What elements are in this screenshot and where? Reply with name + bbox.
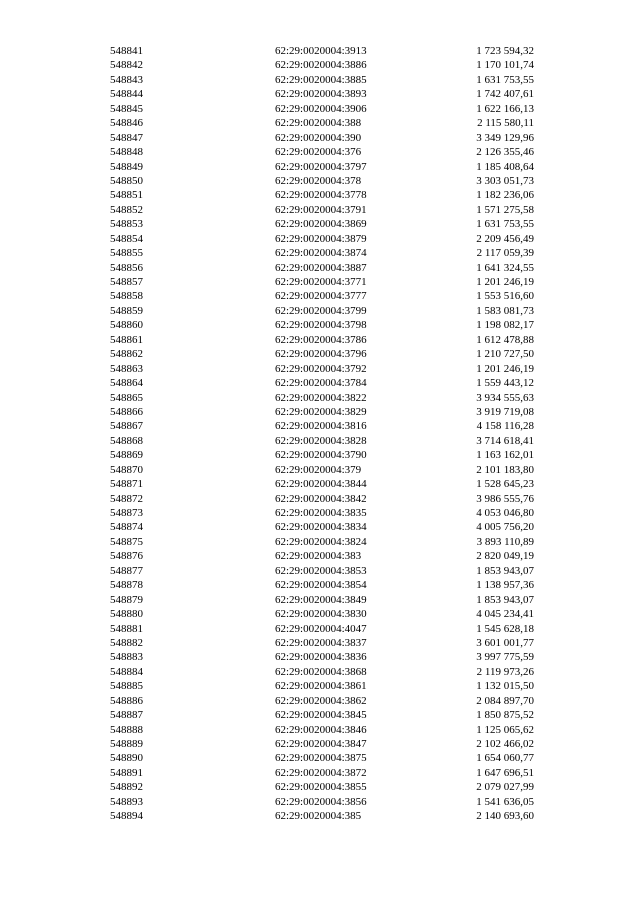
cadastral-value: 1 185 408,64	[476, 160, 534, 173]
cadastral-value: 1 138 957,36	[476, 579, 534, 592]
cadastral-value: 3 919 719,08	[476, 405, 534, 418]
table-row	[0, 665, 640, 679]
row-number: 548848	[110, 146, 143, 159]
cadastral-value: 3 934 555,63	[476, 391, 534, 404]
table-row	[0, 622, 640, 636]
cadastral-value: 2 115 580,11	[477, 117, 534, 130]
row-number: 548872	[110, 492, 143, 505]
table-row	[0, 607, 640, 621]
cadastral-value: 2 079 027,99	[476, 781, 534, 794]
table-row	[0, 564, 640, 578]
cadastral-value: 1 742 407,61	[476, 88, 534, 101]
row-number: 548841	[110, 45, 143, 57]
cadastral-number: 62:29:0020004:376	[275, 146, 362, 159]
row-number: 548877	[110, 564, 143, 577]
table-row	[0, 160, 640, 174]
cadastral-value: 1 553 516,60	[476, 290, 534, 303]
table-row	[0, 145, 640, 159]
cadastral-value: 2 102 466,02	[476, 738, 534, 750]
table-row	[0, 434, 640, 448]
row-number: 548870	[110, 463, 143, 476]
table-row	[0, 362, 640, 376]
cadastral-number: 62:29:0020004:3828	[275, 434, 367, 447]
cadastral-value: 4 045 234,41	[476, 608, 534, 621]
table-row	[0, 650, 640, 664]
cadastral-number: 62:29:0020004:3861	[275, 680, 367, 693]
table-row	[0, 405, 640, 419]
cadastral-number: 62:29:0020004:3834	[275, 521, 367, 534]
cadastral-number: 62:29:0020004:3835	[275, 507, 367, 519]
table-row	[0, 275, 640, 289]
table-row	[0, 737, 640, 751]
cadastral-value: 1 559 443,12	[476, 377, 534, 390]
cadastral-number: 62:29:0020004:3836	[275, 651, 367, 664]
row-number: 548885	[110, 680, 143, 693]
cadastral-number: 62:29:0020004:3872	[275, 766, 367, 779]
row-number: 548842	[110, 59, 143, 72]
table-row	[0, 73, 640, 87]
row-number: 548847	[110, 131, 143, 144]
row-number: 548857	[110, 276, 143, 288]
table-row	[0, 232, 640, 246]
table-row	[0, 549, 640, 563]
cadastral-number: 62:29:0020004:3786	[275, 333, 367, 346]
row-number: 548856	[110, 261, 143, 274]
cadastral-value: 1 583 081,73	[476, 304, 534, 317]
cadastral-number: 62:29:0020004:3913	[275, 45, 367, 57]
cadastral-number: 62:29:0020004:3906	[275, 102, 367, 115]
cadastral-value: 1 201 246,19	[476, 362, 534, 375]
cadastral-number: 62:29:0020004:3790	[275, 449, 367, 462]
table-row	[0, 520, 640, 534]
cadastral-number: 62:29:0020004:3847	[275, 738, 367, 750]
cadastral-number: 62:29:0020004:3777	[275, 290, 367, 303]
row-number: 548882	[110, 636, 143, 649]
cadastral-number: 62:29:0020004:3856	[275, 795, 367, 808]
row-number: 548873	[110, 507, 143, 519]
table-row	[0, 679, 640, 693]
table-row	[0, 535, 640, 549]
cadastral-value: 1 631 753,55	[476, 218, 534, 231]
cadastral-value: 3 714 618,41	[476, 434, 534, 447]
cadastral-number: 62:29:0020004:3875	[275, 752, 367, 765]
cadastral-value: 1 201 246,19	[476, 276, 534, 288]
row-number: 548893	[110, 795, 143, 808]
table-row	[0, 44, 640, 58]
table-row	[0, 333, 640, 347]
row-number: 548862	[110, 348, 143, 361]
cadastral-number: 62:29:0020004:3796	[275, 348, 367, 361]
cadastral-value: 2 119 973,26	[476, 665, 534, 678]
table-row	[0, 578, 640, 592]
row-number: 548888	[110, 723, 143, 736]
table-row	[0, 376, 640, 390]
table-row	[0, 246, 640, 260]
row-number: 548890	[110, 752, 143, 765]
row-number: 548869	[110, 449, 143, 462]
table-row	[0, 318, 640, 332]
cadastral-number: 62:29:0020004:3778	[275, 189, 367, 202]
row-number: 548883	[110, 651, 143, 664]
cadastral-value: 2 209 456,49	[476, 232, 534, 245]
table-row	[0, 203, 640, 217]
row-number: 548887	[110, 709, 143, 722]
cadastral-value: 1 182 236,06	[476, 189, 534, 202]
cadastral-value: 1 125 065,62	[476, 723, 534, 736]
row-number: 548854	[110, 232, 143, 245]
cadastral-value: 3 893 110,89	[476, 535, 534, 548]
table-row	[0, 795, 640, 809]
row-number: 548889	[110, 738, 143, 750]
row-number: 548860	[110, 319, 143, 332]
table-row	[0, 419, 640, 433]
row-number: 548876	[110, 550, 143, 563]
row-number: 548859	[110, 304, 143, 317]
cadastral-number: 62:29:0020004:3837	[275, 636, 367, 649]
row-number: 548852	[110, 203, 143, 216]
cadastral-number: 62:29:0020004:3846	[275, 723, 367, 736]
row-number: 548864	[110, 377, 143, 390]
row-number: 548845	[110, 102, 143, 115]
row-number: 548867	[110, 420, 143, 433]
cadastral-value: 2 140 693,60	[476, 810, 534, 823]
cadastral-value: 1 723 594,32	[476, 45, 534, 57]
row-number: 548865	[110, 391, 143, 404]
cadastral-value: 2 101 183,80	[476, 463, 534, 476]
row-number: 548853	[110, 218, 143, 231]
cadastral-number: 62:29:0020004:3854	[275, 579, 367, 592]
cadastral-value: 1 641 324,55	[476, 261, 534, 274]
cadastral-number: 62:29:0020004:390	[275, 131, 362, 144]
cadastral-value: 1 198 082,17	[476, 319, 534, 332]
row-number: 548863	[110, 362, 143, 375]
table-row	[0, 289, 640, 303]
cadastral-number: 62:29:0020004:3845	[275, 709, 367, 722]
cadastral-number: 62:29:0020004:3885	[275, 73, 367, 86]
cadastral-value: 1 170 101,74	[476, 59, 534, 72]
row-number: 548850	[110, 174, 143, 187]
cadastral-number: 62:29:0020004:3822	[275, 391, 367, 404]
cadastral-value: 1 631 753,55	[476, 73, 534, 86]
cadastral-value: 4 005 756,20	[476, 521, 534, 534]
table-row	[0, 174, 640, 188]
table-row	[0, 391, 640, 405]
row-number: 548878	[110, 579, 143, 592]
cadastral-value-table	[0, 44, 640, 824]
cadastral-number: 62:29:0020004:3830	[275, 608, 367, 621]
cadastral-number: 62:29:0020004:385	[275, 810, 362, 823]
table-row	[0, 58, 640, 72]
row-number: 548843	[110, 73, 143, 86]
cadastral-value: 1 132 015,50	[476, 680, 534, 693]
cadastral-value: 1 853 943,07	[476, 564, 534, 577]
cadastral-number: 62:29:0020004:3824	[275, 535, 367, 548]
cadastral-number: 62:29:0020004:379	[275, 463, 362, 476]
row-number: 548861	[110, 333, 143, 346]
row-number: 548875	[110, 535, 143, 548]
table-row	[0, 217, 640, 231]
table-row	[0, 463, 640, 477]
cadastral-number: 62:29:0020004:3874	[275, 247, 367, 260]
row-number: 548866	[110, 405, 143, 418]
cadastral-value: 3 303 051,73	[476, 174, 534, 187]
row-number: 548879	[110, 593, 143, 606]
cadastral-value: 1 850 875,52	[476, 709, 534, 722]
cadastral-number: 62:29:0020004:4047	[275, 622, 367, 635]
table-row	[0, 347, 640, 361]
table-row	[0, 780, 640, 794]
cadastral-number: 62:29:0020004:3868	[275, 665, 367, 678]
cadastral-value: 1 647 696,51	[476, 766, 534, 779]
table-row	[0, 694, 640, 708]
row-number: 548884	[110, 665, 143, 678]
cadastral-value: 2 820 049,19	[476, 550, 534, 563]
cadastral-value: 4 053 046,80	[476, 507, 534, 519]
cadastral-number: 62:29:0020004:3849	[275, 593, 367, 606]
cadastral-number: 62:29:0020004:3855	[275, 781, 367, 794]
table-row	[0, 261, 640, 275]
table-row	[0, 593, 640, 607]
cadastral-value: 2 117 059,39	[476, 247, 534, 260]
row-number: 548844	[110, 88, 143, 101]
row-number: 548880	[110, 608, 143, 621]
row-number: 548886	[110, 694, 143, 707]
cadastral-value: 2 126 355,46	[476, 146, 534, 159]
cadastral-number: 62:29:0020004:3893	[275, 88, 367, 101]
table-row	[0, 492, 640, 506]
cadastral-value: 1 571 275,58	[476, 203, 534, 216]
cadastral-value: 1 163 162,01	[476, 449, 534, 462]
cadastral-value: 1 528 645,23	[476, 478, 534, 491]
cadastral-number: 62:29:0020004:383	[275, 550, 362, 563]
cadastral-number: 62:29:0020004:3829	[275, 405, 367, 418]
cadastral-value: 1 654 060,77	[476, 752, 534, 765]
cadastral-number: 62:29:0020004:3886	[275, 59, 367, 72]
row-number: 548892	[110, 781, 143, 794]
row-number: 548871	[110, 478, 143, 491]
row-number: 548891	[110, 766, 143, 779]
cadastral-number: 62:29:0020004:378	[275, 174, 362, 187]
table-row	[0, 131, 640, 145]
cadastral-value: 3 997 775,59	[476, 651, 534, 664]
row-number: 548894	[110, 810, 143, 823]
cadastral-value: 2 084 897,70	[476, 694, 534, 707]
row-number: 548858	[110, 290, 143, 303]
row-number: 548874	[110, 521, 143, 534]
cadastral-value: 3 601 001,77	[476, 636, 534, 649]
cadastral-number: 62:29:0020004:3842	[275, 492, 367, 505]
table-row	[0, 188, 640, 202]
cadastral-number: 62:29:0020004:3771	[275, 276, 367, 288]
table-row	[0, 448, 640, 462]
cadastral-number: 62:29:0020004:3844	[275, 478, 367, 491]
cadastral-number: 62:29:0020004:3853	[275, 564, 367, 577]
cadastral-value: 1 541 636,05	[476, 795, 534, 808]
cadastral-value: 4 158 116,28	[476, 420, 534, 433]
cadastral-number: 62:29:0020004:3799	[275, 304, 367, 317]
row-number: 548868	[110, 434, 143, 447]
cadastral-value: 3 349 129,96	[476, 131, 534, 144]
cadastral-value: 1 545 628,18	[476, 622, 534, 635]
cadastral-number: 62:29:0020004:3797	[275, 160, 367, 173]
cadastral-number: 62:29:0020004:3816	[275, 420, 367, 433]
table-row	[0, 506, 640, 520]
cadastral-number: 62:29:0020004:3887	[275, 261, 367, 274]
table-row	[0, 304, 640, 318]
cadastral-number: 62:29:0020004:3862	[275, 694, 367, 707]
cadastral-number: 62:29:0020004:3784	[275, 377, 367, 390]
row-number: 548849	[110, 160, 143, 173]
table-row	[0, 636, 640, 650]
cadastral-value: 1 853 943,07	[476, 593, 534, 606]
cadastral-value: 1 622 166,13	[476, 102, 534, 115]
table-row	[0, 477, 640, 491]
row-number: 548846	[110, 117, 143, 130]
cadastral-number: 62:29:0020004:3879	[275, 232, 367, 245]
row-number: 548855	[110, 247, 143, 260]
table-row	[0, 708, 640, 722]
table-row	[0, 102, 640, 116]
cadastral-number: 62:29:0020004:388	[275, 117, 362, 130]
table-row	[0, 116, 640, 130]
table-row	[0, 766, 640, 780]
table-row	[0, 809, 640, 823]
table-row	[0, 87, 640, 101]
cadastral-value: 1 612 478,88	[476, 333, 534, 346]
row-number: 548851	[110, 189, 143, 202]
cadastral-number: 62:29:0020004:3791	[275, 203, 367, 216]
table-row	[0, 751, 640, 765]
cadastral-number: 62:29:0020004:3792	[275, 362, 367, 375]
row-number: 548881	[110, 622, 143, 635]
cadastral-value: 3 986 555,76	[476, 492, 534, 505]
cadastral-value: 1 210 727,50	[476, 348, 534, 361]
cadastral-number: 62:29:0020004:3798	[275, 319, 367, 332]
cadastral-number: 62:29:0020004:3869	[275, 218, 367, 231]
table-row	[0, 723, 640, 737]
